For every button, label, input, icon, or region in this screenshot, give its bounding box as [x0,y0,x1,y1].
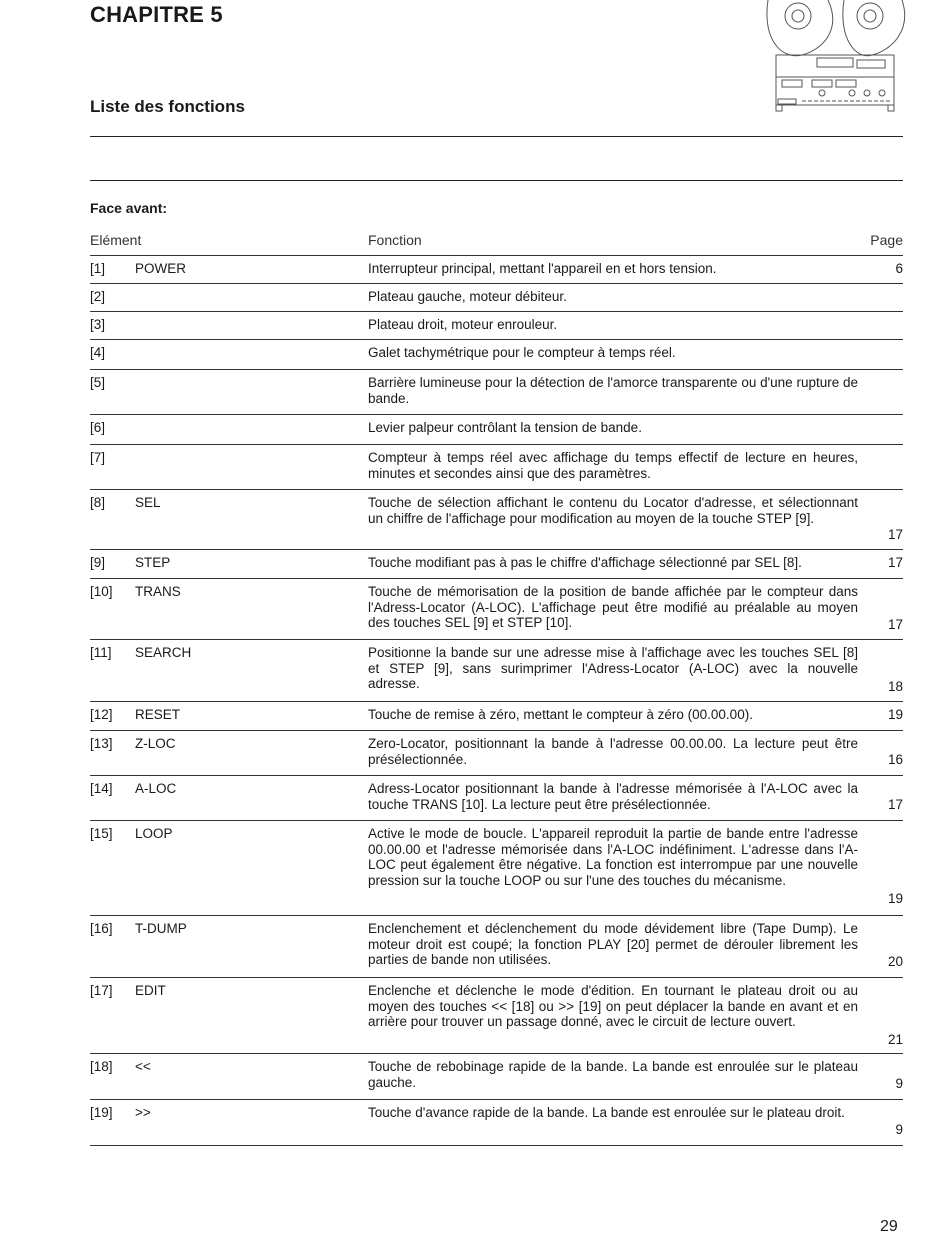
row-name: SEARCH [135,645,192,660]
row-page: 6 [895,261,903,276]
row-number: [2] [90,289,106,304]
table-row [90,701,903,731]
row-number: [6] [90,420,106,435]
row-number: [13] [90,736,113,751]
row-number: [15] [90,826,113,841]
section-title: Liste des fonctions [90,97,245,116]
column-header-page: Page [870,232,903,248]
row-description: Touche de mémorisation de la position de bande affichée par le compteur dans l'Adress-Locator (A-LOC). L'affichage peut être modifié au préalable au moyen des touches SEL [9] et STEP [10]. [368,584,858,630]
row-page: 20 [887,954,903,969]
row-description: Galet tachymétrique pour le compteur à temps réel. [368,345,676,360]
row-description: Plateau gauche, moteur débiteur. [368,289,567,304]
table-row [90,578,903,640]
row-name: EDIT [135,983,166,998]
table-row [90,339,903,370]
row-number: [18] [90,1059,113,1074]
row-number: [17] [90,983,113,998]
row-description: Zero-Locator, positionnant la bande à l'adresse 00.00.00. La lecture peut être présélectionnée. [368,736,858,767]
table-row [90,283,903,312]
row-name: RESET [135,707,181,722]
row-description: Enclenche et déclenche le mode d'édition. En tournant le plateau droit ou au moyen des touches << [18] ou >> [19] on peut déplacer la bande en avant et en arrière pour trouver un passage donné, avec le circuit de lecture ouvert. [368,983,858,1029]
table-row [90,639,903,702]
tape-recorder-illustration [762,0,907,112]
table-row [90,1099,903,1146]
row-number: [9] [90,555,106,570]
row-name: LOOP [135,826,173,841]
table-row [90,730,903,776]
row-page: 16 [887,752,903,767]
table-row [90,414,903,445]
table-row [90,775,903,821]
table-row [90,311,903,340]
row-description: Interrupteur principal, mettant l'appareil en et hors tension. [368,261,717,276]
row-name: A-LOC [135,781,177,796]
row-name: TRANS [135,584,181,599]
row-name: SEL [135,495,161,510]
row-number: [8] [90,495,106,510]
row-number: [16] [90,921,113,936]
table-row [90,1053,903,1100]
row-description: Touche modifiant pas à pas le chiffre d'affichage sélectionné par SEL [8]. [368,555,802,570]
chapter-title: CHAPITRE 5 [90,2,223,27]
row-number: [3] [90,317,106,332]
column-header-function: Fonction [368,232,422,248]
row-number: [7] [90,450,106,465]
row-page: 17 [887,617,903,632]
header-rule [90,136,903,137]
row-number: [10] [90,584,113,599]
row-page: 17 [887,797,903,812]
row-page: 9 [895,1076,903,1091]
row-page: 18 [887,679,903,694]
row-page: 21 [887,1032,903,1047]
row-description: Touche d'avance rapide de la bande. La bande est enroulée sur le plateau droit. [368,1105,845,1120]
row-name: POWER [135,261,187,276]
row-name: >> [135,1105,151,1120]
section-heading: Face avant: [90,200,168,216]
row-description: Touche de remise à zéro, mettant le compteur à zéro (00.00.00). [368,707,753,722]
row-number: [12] [90,707,113,722]
table-row [90,369,903,415]
column-header-element: Elément [90,232,142,248]
row-description: Touche de sélection affichant le contenu du Locator d'adresse, et sélectionnant un chiffre de l'affichage pour modification au moyen de la touche STEP [9]. [368,495,858,526]
row-name: STEP [135,555,171,570]
row-name: Z-LOC [135,736,176,751]
table-row [90,820,903,916]
page-number: 29 [880,1218,898,1235]
row-number: [19] [90,1105,113,1120]
table-bottom-rule [90,1145,903,1146]
row-description: Positionne la bande sur une adresse mise à l'affichage avec les touches SEL [8] et STEP [9], sans surimprimer l'Adress-Locator (A-LOC) avec la nouvelle adresse. [368,645,858,691]
row-description: Adress-Locator positionnant la bande à l'adresse mémorisée à l'A-LOC avec la touche TRANS [10]. La lecture peut être présélectionnée. [368,781,858,812]
table-row [90,915,903,978]
table-row [90,444,903,490]
row-page: 19 [887,707,903,722]
row-description: Compteur à temps réel avec affichage du temps effectif de lecture en heures, minutes et secondes ainsi que des paramètres. [368,450,858,481]
table-row [90,549,903,579]
row-description: Levier palpeur contrôlant la tension de bande. [368,420,642,435]
table-row [90,977,903,1054]
row-number: [1] [90,261,106,276]
row-description: Active le mode de boucle. L'appareil reproduit la partie de bande entre l'adresse 00.00.00 et l'adresse mémorisée dans l'A-LOC indéfiniment. L'adresse dans l'A-LOC peut également être négative. La fonction est interrompue par une nouvelle pression sur la touche LOOP ou sur l'une des touches du mécanisme. [368,826,858,888]
row-name: T-DUMP [135,921,187,936]
row-page: 17 [887,555,903,570]
row-description: Plateau droit, moteur enrouleur. [368,317,558,332]
row-page: 19 [887,891,903,906]
row-number: [14] [90,781,113,796]
row-page: 17 [887,527,903,542]
table-row [90,255,903,284]
row-number: [11] [90,645,112,660]
row-number: [5] [90,375,106,390]
row-number: [4] [90,345,106,360]
section-rule [90,180,903,181]
row-name: << [135,1059,151,1074]
row-description: Touche de rebobinage rapide de la bande. La bande est enroulée sur le plateau gauche. [368,1059,858,1090]
table-row [90,489,903,550]
row-description: Enclenchement et déclenchement du mode dévidement libre (Tape Dump). Le moteur droit est coupé; la fonction PLAY [20] permet de dérouler librement les parties de bande non utilisées. [368,921,858,967]
row-page: 9 [895,1122,903,1137]
row-description: Barrière lumineuse pour la détection de l'amorce transparente ou d'une rupture de bande. [368,375,858,406]
